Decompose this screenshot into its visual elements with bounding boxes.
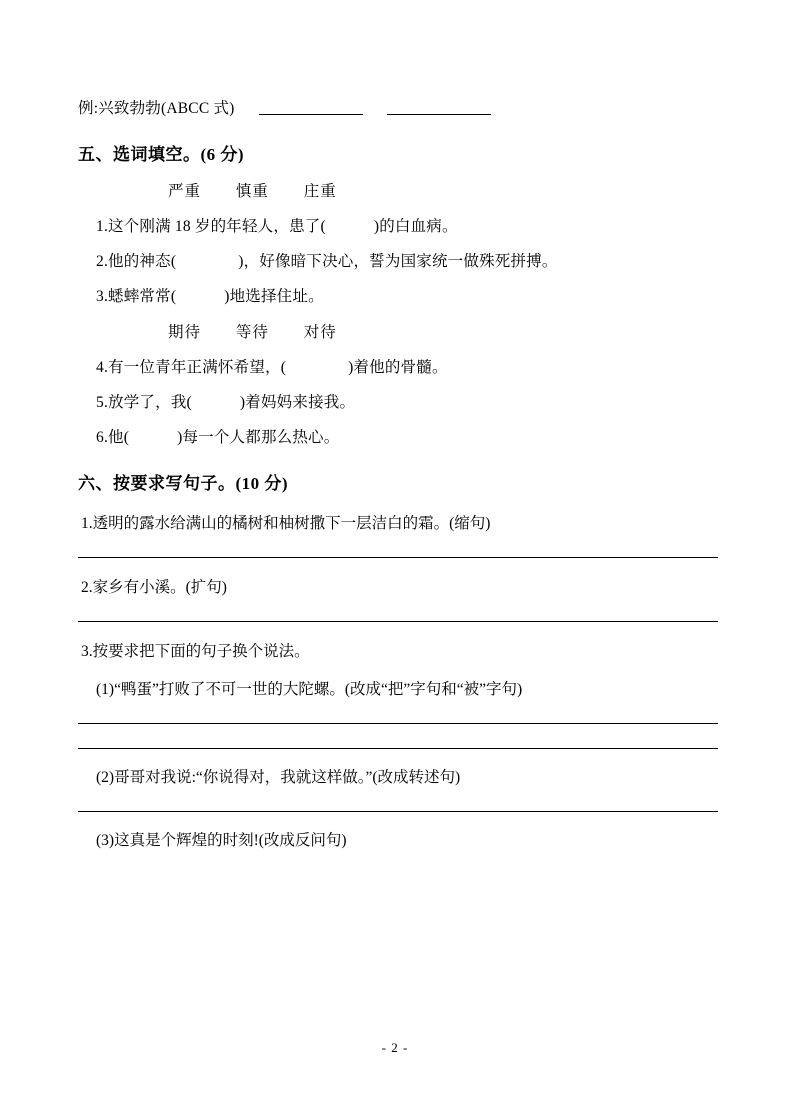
question-5-6-num: 6. — [96, 429, 109, 446]
question-5-2-before: 他的神态( — [108, 253, 177, 270]
answer-line-6-1[interactable] — [78, 557, 718, 558]
section-heading-six: 六、按要求写句子。(10 分) — [78, 474, 289, 493]
question-5-5 — [78, 390, 718, 412]
section-heading-five: 五、选词填空。(6 分) — [78, 145, 245, 164]
question-6-3-3: (3)这真是个辉煌的时刻!(改成反问句) — [96, 832, 347, 849]
question-5-4-before: 有一位青年正满怀希望，( — [108, 359, 287, 376]
question-5-4-num: 4. — [96, 359, 109, 376]
example-line — [78, 96, 718, 118]
question-6-3-2: (2)哥哥对我说:“你说得对，我就这样做。”(改成转述句) — [96, 769, 461, 786]
word-bank-two-item-1: 期待 — [168, 324, 202, 341]
question-5-4-after: )着他的骨髓。 — [348, 359, 448, 376]
question-5-6-after: )每一个人都那么热心。 — [177, 429, 340, 446]
question-5-3 — [78, 284, 718, 306]
question-5-3-num: 3. — [96, 288, 109, 305]
question-6-2: 2.家乡有小溪。(扩句) — [81, 579, 227, 596]
page-content — [78, 96, 718, 850]
example-label: 例:兴致勃勃(ABCC 式) — [78, 100, 235, 117]
word-bank-two-item-3: 对待 — [303, 324, 337, 341]
answer-line-6-3-2[interactable] — [78, 811, 718, 812]
word-bank-one — [78, 179, 718, 201]
question-5-5-after: )着妈妈来接我。 — [239, 394, 356, 411]
question-5-6-before: 他( — [108, 429, 130, 446]
page-number: - 2 - — [381, 1040, 409, 1055]
question-5-4 — [78, 355, 718, 377]
question-5-5-num: 5. — [96, 394, 109, 411]
question-6-1: 1.透明的露水给满山的橘树和柚树撒下一层洁白的霜。(缩句) — [81, 515, 491, 532]
question-5-3-after: )地选择住址。 — [224, 288, 324, 305]
question-5-2-after: )，好像暗下决心，誓为国家统一做殊死拼搏。 — [238, 253, 558, 270]
question-5-3-before: 蟋蟀常常( — [108, 288, 177, 305]
word-bank-two-item-2: 等待 — [235, 324, 269, 341]
question-6-3-1: (1)“鸭蛋”打败了不可一世的大陀螺。(改成“把”字句和“被”字句) — [96, 681, 523, 698]
question-5-6 — [78, 425, 718, 447]
word-bank-one-item-2: 慎重 — [235, 183, 269, 200]
answer-blank-2[interactable] — [387, 100, 491, 115]
answer-blank-1[interactable] — [259, 100, 363, 115]
word-bank-one-item-3: 庄重 — [303, 183, 337, 200]
answer-line-6-2[interactable] — [78, 621, 718, 622]
question-5-2-num: 2. — [96, 253, 109, 270]
word-bank-one-item-1: 严重 — [168, 183, 202, 200]
question-5-1-before: 这个刚满 18 岁的年轻人，患了( — [108, 218, 326, 235]
answer-line-6-3-1-b[interactable] — [78, 748, 718, 749]
question-5-5-before: 放学了，我( — [108, 394, 192, 411]
answer-line-6-3-1-a[interactable] — [78, 723, 718, 724]
question-5-1-num: 1. — [96, 218, 109, 235]
question-5-1-after: )的白血病。 — [373, 218, 458, 235]
word-bank-two — [78, 320, 718, 342]
question-6-3: 3.按要求把下面的句子换个说法。 — [81, 643, 310, 660]
question-5-1 — [78, 214, 718, 236]
question-5-2 — [78, 249, 718, 271]
